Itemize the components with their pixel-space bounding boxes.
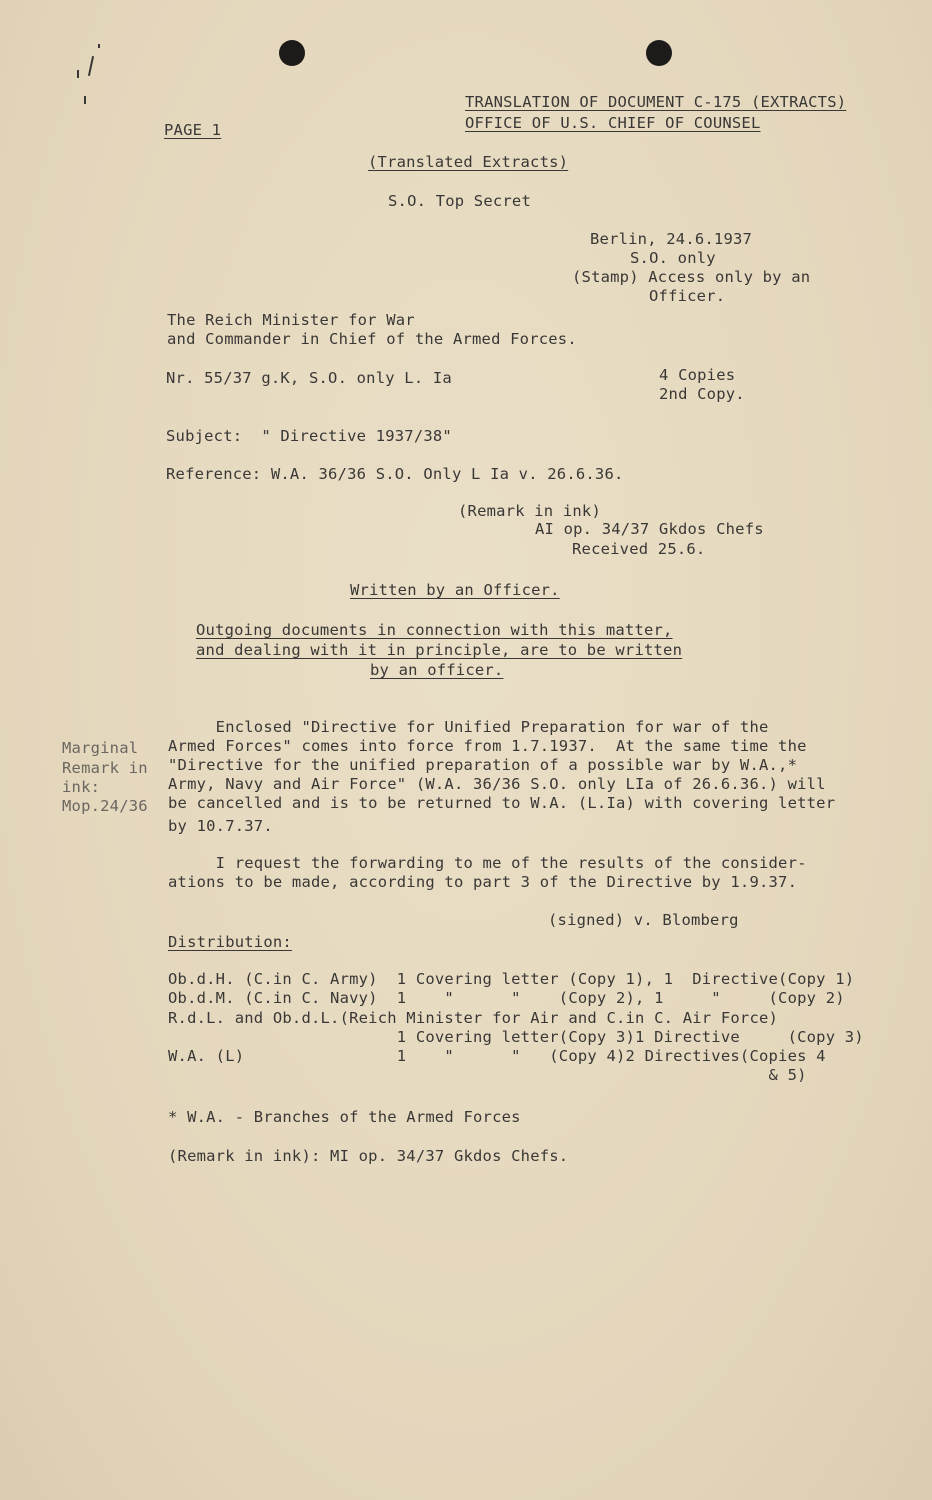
signature-line: (signed) v. Blomberg xyxy=(548,911,739,929)
subject-line: Subject: " Directive 1937/38" xyxy=(166,427,452,445)
pencil-mark xyxy=(77,70,79,78)
outgoing-line2: and dealing with it in principle, are to be written xyxy=(196,641,683,659)
body-p2-line1: I request the forwarding to me of the results of the consider- xyxy=(168,854,807,872)
body-p1-line1: Enclosed "Directive for Unified Preparation for war of the xyxy=(168,718,769,736)
marginal-remark-line4: Mop.24/36 xyxy=(62,797,148,815)
document-title-line2: OFFICE OF U.S. CHIEF OF COUNSEL xyxy=(465,114,761,132)
body-p2-line2: ations to be made, according to part 3 of the Directive by 1.9.37. xyxy=(168,873,798,891)
marginal-remark-line3: ink: xyxy=(62,778,101,796)
distribution-row: 1 Covering letter(Copy 3)1 Directive (Copy 3) xyxy=(168,1028,864,1046)
reference-number: Nr. 55/37 g.K, S.O. only L. Ia xyxy=(166,369,452,387)
ink-remark-ref: AI op. 34/37 Gkdos Chefs xyxy=(535,520,764,538)
pencil-mark xyxy=(84,96,86,104)
sender-line1: The Reich Minister for War xyxy=(167,311,415,329)
stamp-officer: Officer. xyxy=(649,287,726,305)
sender-line2: and Commander in Chief of the Armed Forces. xyxy=(167,330,577,348)
distribution-row: R.d.L. and Ob.d.L.(Reich Minister for Air and C.in C. Air Force) xyxy=(168,1009,779,1027)
page-number: PAGE 1 xyxy=(164,121,222,139)
ink-remark-received: Received 25.6. xyxy=(572,540,706,558)
punch-hole-right xyxy=(646,40,672,66)
body-p1-line4: Army, Navy and Air Force" (W.A. 36/36 S.O. only LIa of 26.6.36.) will xyxy=(168,775,826,793)
document-title-line1: TRANSLATION OF DOCUMENT C-175 (EXTRACTS) xyxy=(465,93,847,111)
reference-line: Reference: W.A. 36/36 S.O. Only L Ia v. 26.6.36. xyxy=(166,465,624,483)
stamp-access: (Stamp) Access only by an xyxy=(572,268,811,286)
footnote: * W.A. - Branches of the Armed Forces xyxy=(168,1108,521,1126)
pencil-mark xyxy=(88,56,94,76)
place-date: Berlin, 24.6.1937 xyxy=(590,230,753,248)
distribution-row: Ob.d.H. (C.in C. Army) 1 Covering letter (Copy 1), 1 Directive(Copy 1) xyxy=(168,970,855,988)
copies-count: 4 Copies xyxy=(659,366,736,384)
so-only: S.O. only xyxy=(630,249,716,267)
marginal-remark-line2: Remark in xyxy=(62,759,148,777)
outgoing-line1: Outgoing documents in connection with this matter, xyxy=(196,621,673,639)
marginal-remark-line1: Marginal xyxy=(62,739,139,757)
body-p1-line3: "Directive for the unified preparation of a possible war by W.A.,* xyxy=(168,756,798,774)
translated-extracts-heading: (Translated Extracts) xyxy=(368,153,569,171)
written-by-heading: Written by an Officer. xyxy=(350,581,560,599)
distribution-row: W.A. (L) 1 " " (Copy 4)2 Directives(Copies 4 xyxy=(168,1047,826,1065)
outgoing-line3: by an officer. xyxy=(370,661,504,679)
distribution-row: Ob.d.M. (C.in C. Navy) 1 " " (Copy 2), 1 " (Copy 2) xyxy=(168,989,845,1007)
classification: S.O. Top Secret xyxy=(388,192,531,210)
copy-number: 2nd Copy. xyxy=(659,385,745,403)
pencil-mark xyxy=(98,44,100,48)
ink-remark-label: (Remark in ink) xyxy=(458,502,601,520)
distribution-label: Distribution: xyxy=(168,933,292,951)
punch-hole-left xyxy=(279,40,305,66)
body-p1-line5: be cancelled and is to be returned to W.A. (L.Ia) with covering letter xyxy=(168,794,836,812)
final-ink-remark: (Remark in ink): MI op. 34/37 Gkdos Chefs. xyxy=(168,1147,569,1165)
body-p1-line2: Armed Forces" comes into force from 1.7.1937. At the same time the xyxy=(168,737,807,755)
body-p1-line6: by 10.7.37. xyxy=(168,817,273,835)
distribution-row: & 5) xyxy=(168,1066,807,1084)
